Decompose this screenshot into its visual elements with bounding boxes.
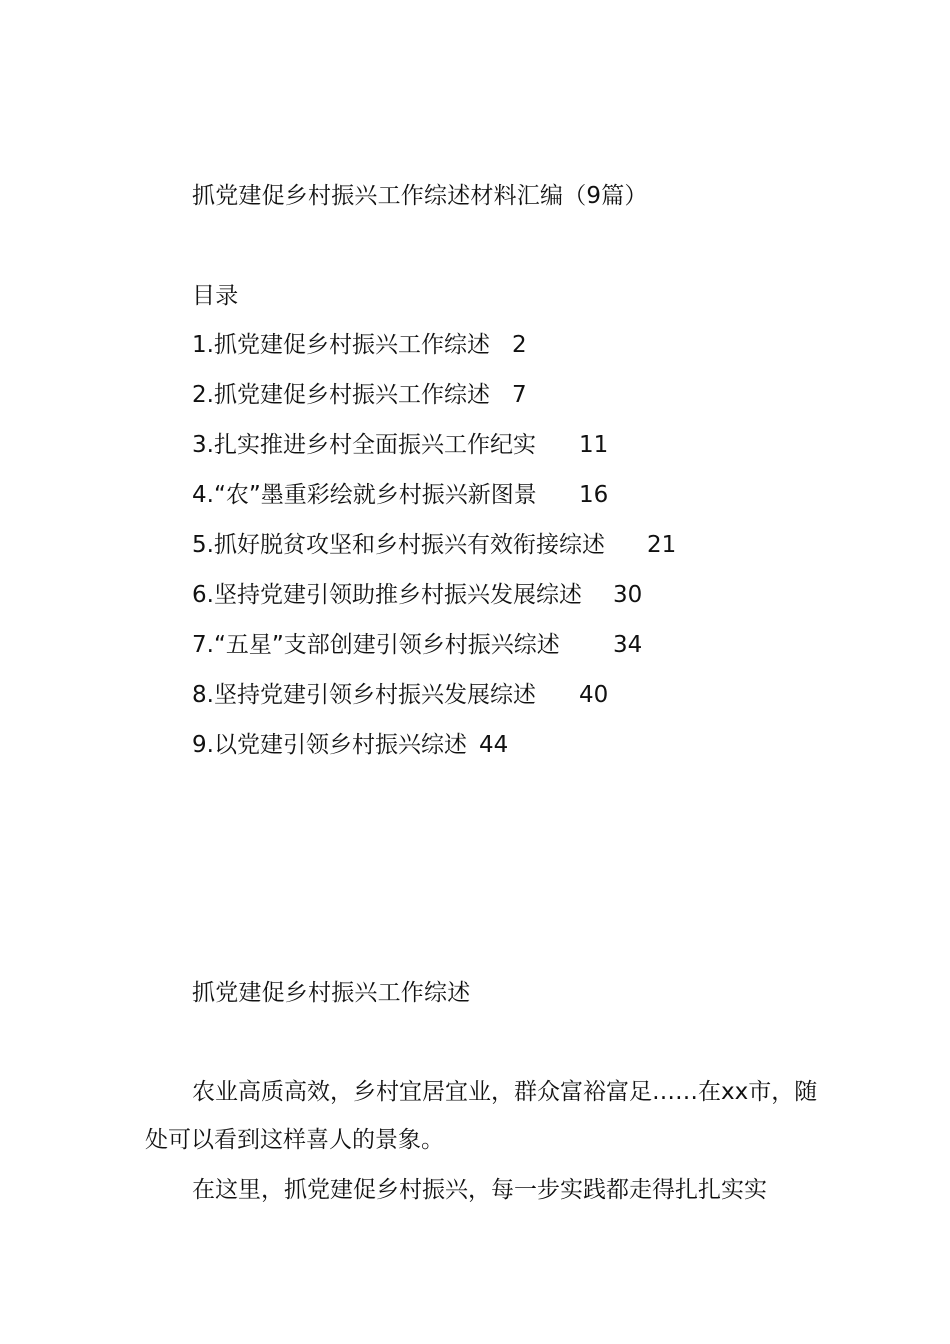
toc-item-page: 44 bbox=[479, 732, 509, 758]
toc-item-text: 7.“五星”支部创建引领乡村振兴综述 bbox=[192, 632, 560, 658]
toc-item-text: 3.扎实推进乡村全面振兴工作纪实 bbox=[192, 432, 536, 458]
toc-item-text: 4.“农”墨重彩绘就乡村振兴新图景 bbox=[192, 482, 537, 508]
body-paragraph: 农业高质高效，乡村宜居宜业，群众富裕富足……在xx市，随处可以看到这样喜人的景象。 bbox=[145, 1079, 818, 1153]
toc-item-page: 16 bbox=[579, 482, 609, 508]
toc-item-text: 1.抓党建促乡村振兴工作综述 bbox=[192, 332, 490, 358]
toc-item-page: 40 bbox=[579, 682, 609, 708]
document-title: 抓党建促乡村振兴工作综述材料汇编（9篇） bbox=[192, 183, 648, 209]
toc-item-text: 9.以党建引领乡村振兴综述 bbox=[192, 732, 467, 758]
toc-item-page: 7 bbox=[512, 382, 527, 408]
toc-item-text: 6.坚持党建引领助推乡村振兴发展综述 bbox=[192, 582, 582, 608]
toc-item-page: 21 bbox=[647, 532, 677, 558]
body-paragraph: 在这里，抓党建促乡村振兴，每一步实践都走得扎扎实实 bbox=[192, 1177, 767, 1203]
toc-item-text: 5.抓好脱贫攻坚和乡村振兴有效衔接综述 bbox=[192, 532, 605, 558]
toc-heading: 目录 bbox=[192, 283, 239, 309]
toc-item-page: 11 bbox=[579, 432, 609, 458]
toc-item-page: 2 bbox=[512, 332, 527, 358]
toc-item-page: 34 bbox=[613, 632, 643, 658]
toc-item-text: 8.坚持党建引领乡村振兴发展综述 bbox=[192, 682, 536, 708]
section-title: 抓党建促乡村振兴工作综述 bbox=[192, 980, 471, 1006]
toc-item-page: 30 bbox=[613, 582, 643, 608]
toc-item-text: 2.抓党建促乡村振兴工作综述 bbox=[192, 382, 490, 408]
